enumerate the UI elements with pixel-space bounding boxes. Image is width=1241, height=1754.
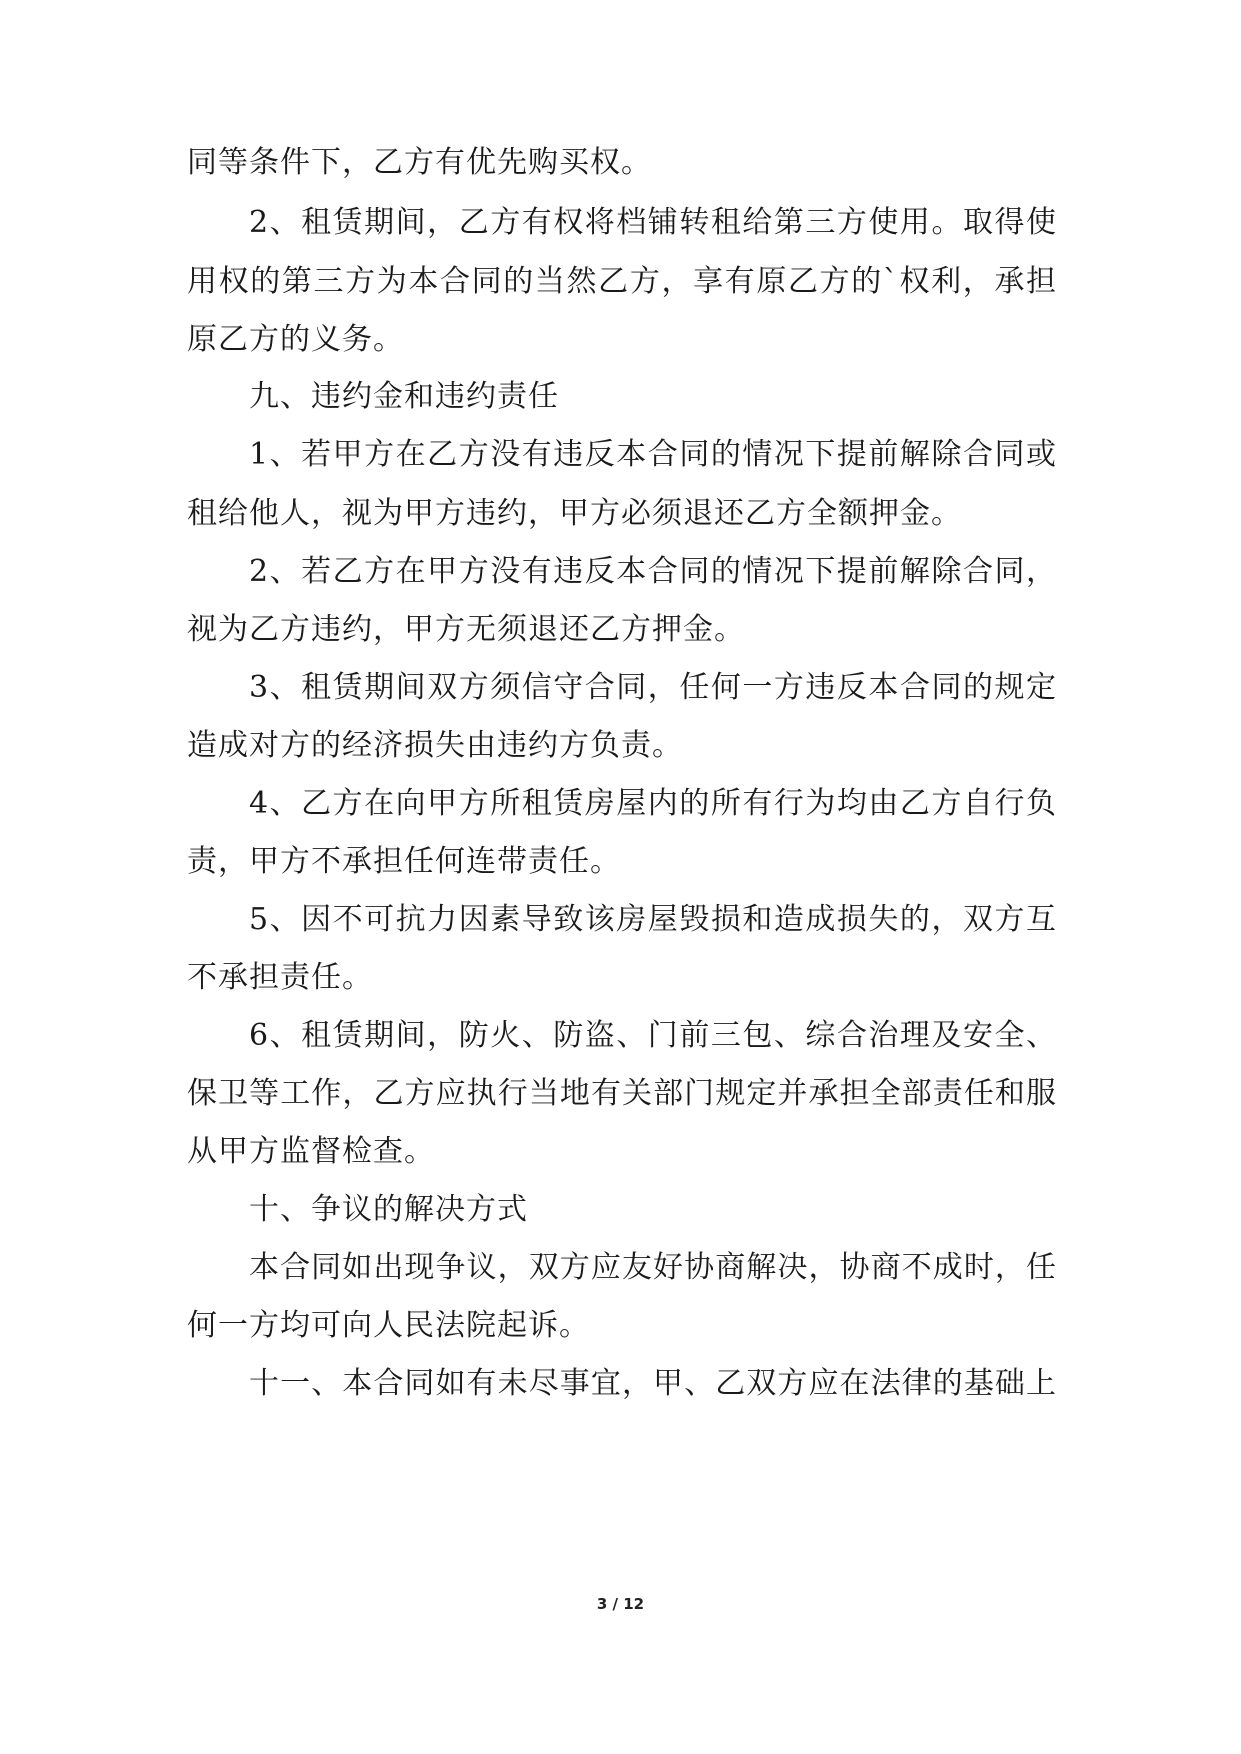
page-number: 3 / 12 (596, 1595, 645, 1613)
text-line: 1、若甲方在乙方没有违反本合同的情况下提前解除合同或 (249, 437, 1057, 472)
text-line: 2、若乙方在甲方没有违反本合同的情况下提前解除合同， (249, 554, 1057, 589)
text-line: 从甲方监督检查。 (187, 1134, 435, 1169)
section-heading: 九、违约金和违约责任 (249, 379, 559, 414)
text-line: 造成对方的经济损失由违约方负责。 (187, 728, 683, 763)
text-line: 3、租赁期间双方须信守合同，任何一方违反本合同的规定 (249, 670, 1057, 705)
text-line: 同等条件下，乙方有优先购买权。 (187, 145, 652, 180)
text-line: 租给他人，视为甲方违约，甲方必须退还乙方全额押金。 (187, 496, 962, 531)
text-line: 用权的第三方为本合同的当然乙方，享有原乙方的`权利，承担 (187, 264, 1057, 299)
text-line: 2、租赁期间，乙方有权将档铺转租给第三方使用。取得使 (249, 205, 1057, 240)
text-line: 5、因不可抗力因素导致该房屋毁损和造成损失的，双方互 (249, 902, 1057, 937)
text-line: 何一方均可向人民法院起诉。 (187, 1308, 590, 1343)
text-line: 视为乙方违约，甲方无须退还乙方押金。 (187, 612, 745, 647)
text-line: 6、租赁期间，防火、防盗、门前三包、综合治理及安全、 (249, 1018, 1057, 1053)
text-line: 原乙方的义务。 (187, 322, 404, 357)
text-line: 4、乙方在向甲方所租赁房屋内的所有行为均由乙方自行负 (249, 786, 1057, 821)
text-line: 责，甲方不承担任何连带责任。 (187, 844, 621, 879)
text-line: 不承担责任。 (187, 960, 373, 995)
text-line: 保卫等工作，乙方应执行当地有关部门规定并承担全部责任和服 (187, 1076, 1057, 1111)
text-line: 十一、本合同如有未尽事宜，甲、乙双方应在法律的基础上 (249, 1366, 1057, 1401)
section-heading: 十、争议的解决方式 (249, 1192, 528, 1227)
text-line: 本合同如出现争议，双方应友好协商解决，协商不成时，任 (249, 1250, 1057, 1285)
